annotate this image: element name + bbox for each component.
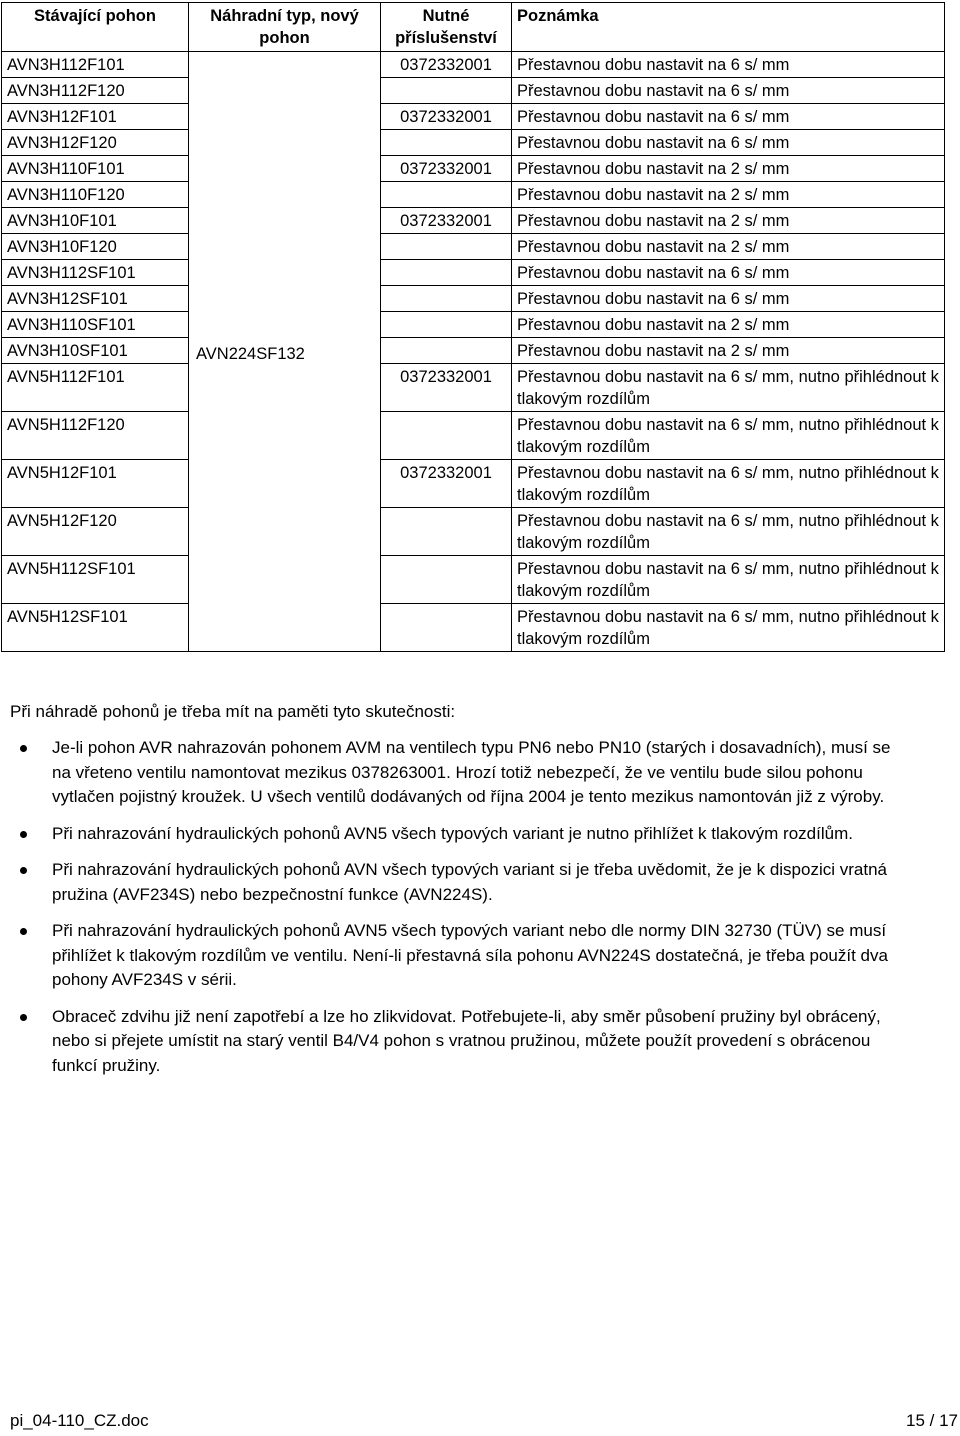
cell-note: Přestavnou dobu nastavit na 6 s/ mm: [512, 286, 945, 312]
page-footer: [10, 1410, 958, 1432]
table-row: [2, 338, 945, 364]
table-row: [2, 364, 945, 412]
cell-note: Přestavnou dobu nastavit na 6 s/ mm, nutno přihlédnout k tlakovým rozdílům: [512, 508, 945, 556]
table-row: [2, 286, 945, 312]
note-text: Při nahrazování hydraulických pohonů AVN5 všech typových variant nebo dle normy DIN 32730 (TÜV) se musí přihlížet k tlakovým rozdílům ve ventilu. Není-li přestavná síla pohonu AVN224S dostatečná, je třeba použít dva pohony AVF234S v sérii.: [52, 921, 888, 989]
cell-note: Přestavnou dobu nastavit na 2 s/ mm: [512, 208, 945, 234]
table-row: [2, 604, 945, 652]
cell-accessory: [381, 234, 512, 260]
cell-accessory: [381, 78, 512, 104]
cell-accessory: [381, 312, 512, 338]
cell-note: Přestavnou dobu nastavit na 6 s/ mm, nutno přihlédnout k tlakovým rozdílům: [512, 604, 945, 652]
bullet-icon: [20, 867, 27, 874]
cell-note: Přestavnou dobu nastavit na 6 s/ mm, nutno přihlédnout k tlakovým rozdílům: [512, 412, 945, 460]
cell-current-drive: AVN3H112SF101: [2, 260, 189, 286]
cell-current-drive: AVN3H10F101: [2, 208, 189, 234]
cell-accessory: [381, 556, 512, 604]
cell-note: Přestavnou dobu nastavit na 2 s/ mm: [512, 338, 945, 364]
footer-filename: pi_04-110_CZ.doc: [10, 1411, 149, 1430]
note-text: Je-li pohon AVR nahrazován pohonem AVM na ventilech typu PN6 nebo PN10 (starých i dosavadních), musí se na vřeteno ventilu namontovat mezikus 0378263001. Hrozí totiž nebezpečí, že ve ventilu bude silou pohonu vytlačen pojistný kroužek. U všech ventilů dodávaných od října 2004 je tento mezikus namontován již z výroby.: [52, 738, 891, 806]
header-current-drive: Stávající pohon: [2, 3, 189, 52]
header-replacement: Náhradní typ, nový pohon: [189, 3, 381, 52]
list-item: [10, 736, 910, 810]
table-row: [2, 556, 945, 604]
bullet-icon: [20, 745, 27, 752]
table-body: [2, 52, 945, 652]
table-row: [2, 156, 945, 182]
cell-note: Přestavnou dobu nastavit na 2 s/ mm: [512, 182, 945, 208]
bullet-icon: [20, 831, 27, 838]
list-item: [10, 858, 910, 907]
cell-accessory: 0372332001: [381, 104, 512, 130]
cell-current-drive: AVN3H12F101: [2, 104, 189, 130]
cell-note: Přestavnou dobu nastavit na 6 s/ mm: [512, 130, 945, 156]
table-row: [2, 104, 945, 130]
cell-accessory: [381, 130, 512, 156]
cell-note: Přestavnou dobu nastavit na 2 s/ mm: [512, 156, 945, 182]
cell-current-drive: AVN3H110SF101: [2, 312, 189, 338]
cell-note: Přestavnou dobu nastavit na 6 s/ mm, nutno přihlédnout k tlakovým rozdílům: [512, 556, 945, 604]
cell-note: Přestavnou dobu nastavit na 2 s/ mm: [512, 312, 945, 338]
cell-accessory: 0372332001: [381, 208, 512, 234]
cell-accessory: 0372332001: [381, 156, 512, 182]
table-row: [2, 460, 945, 508]
table-row: [2, 412, 945, 460]
table-row: [2, 130, 945, 156]
table-header-row: [2, 3, 945, 52]
list-item: [10, 919, 910, 993]
cell-current-drive: AVN5H112F120: [2, 412, 189, 460]
table-row: [2, 260, 945, 286]
cell-accessory: [381, 286, 512, 312]
cell-accessory: [381, 604, 512, 652]
note-text: Při nahrazování hydraulických pohonů AVN5 všech typových variant je nutno přihlížet k tlakovým rozdílům.: [52, 823, 853, 843]
cell-current-drive: AVN5H12F120: [2, 508, 189, 556]
cell-current-drive: AVN3H110F120: [2, 182, 189, 208]
cell-note: Přestavnou dobu nastavit na 6 s/ mm, nutno přihlédnout k tlakovým rozdílům: [512, 364, 945, 412]
cell-current-drive: AVN3H10F120: [2, 234, 189, 260]
note-text: Při nahrazování hydraulických pohonů AVN všech typových variant si je třeba uvědomit, že je k dispozici vratná pružina (AVF234S) nebo bezpečnostní funkce (AVN224S).: [52, 860, 887, 904]
table-row: [2, 508, 945, 556]
cell-replacement-type: AVN224SF132: [189, 52, 381, 652]
cell-current-drive: AVN5H12SF101: [2, 604, 189, 652]
table-row: [2, 234, 945, 260]
notes-list: [10, 736, 910, 1090]
cell-current-drive: AVN5H112SF101: [2, 556, 189, 604]
table-row: [2, 208, 945, 234]
cell-accessory: 0372332001: [381, 52, 512, 78]
cell-note: Přestavnou dobu nastavit na 6 s/ mm, nutno přihlédnout k tlakovým rozdílům: [512, 460, 945, 508]
cell-note: Přestavnou dobu nastavit na 6 s/ mm: [512, 260, 945, 286]
cell-accessory: 0372332001: [381, 460, 512, 508]
cell-accessory: 0372332001: [381, 364, 512, 412]
cell-accessory: [381, 338, 512, 364]
cell-note: Přestavnou dobu nastavit na 6 s/ mm: [512, 52, 945, 78]
table-row: [2, 182, 945, 208]
header-accessories: Nutné příslušenství: [381, 3, 512, 52]
table-row: [2, 312, 945, 338]
footer-page-number: 15 / 17: [906, 1411, 958, 1430]
note-text: Obraceč zdvihu již není zapotřebí a lze ho zlikvidovat. Potřebujete-li, aby směr působení pružiny byl obrácený, nebo si přejete umístit na starý ventil B4/V4 pohon s vratnou pružinou, můžete použít provedení s obrácenou funkcí pružiny.: [52, 1006, 881, 1075]
cell-accessory: [381, 260, 512, 286]
cell-note: Přestavnou dobu nastavit na 2 s/ mm: [512, 234, 945, 260]
cell-accessory: [381, 508, 512, 556]
table-row: [2, 52, 945, 78]
list-item: [10, 822, 910, 847]
header-note: Poznámka: [512, 3, 945, 52]
cell-current-drive: AVN3H12SF101: [2, 286, 189, 312]
cell-accessory: [381, 182, 512, 208]
cell-note: Přestavnou dobu nastavit na 6 s/ mm: [512, 78, 945, 104]
bullet-icon: [20, 928, 27, 935]
cell-current-drive: AVN3H12F120: [2, 130, 189, 156]
cell-current-drive: AVN3H112F120: [2, 78, 189, 104]
cell-current-drive: AVN5H112F101: [2, 364, 189, 412]
cell-accessory: [381, 412, 512, 460]
cell-current-drive: AVN5H12F101: [2, 460, 189, 508]
replacement-intro: Při náhradě pohonů je třeba mít na paměti tyto skutečnosti:: [10, 702, 456, 721]
table-row: [2, 78, 945, 104]
cell-note: Přestavnou dobu nastavit na 6 s/ mm: [512, 104, 945, 130]
cell-current-drive: AVN3H112F101: [2, 52, 189, 78]
list-item: [10, 1005, 910, 1079]
cell-current-drive: AVN3H110F101: [2, 156, 189, 182]
bullet-icon: [20, 1014, 27, 1021]
compatibility-table: [1, 2, 945, 652]
cell-current-drive: AVN3H10SF101: [2, 338, 189, 364]
